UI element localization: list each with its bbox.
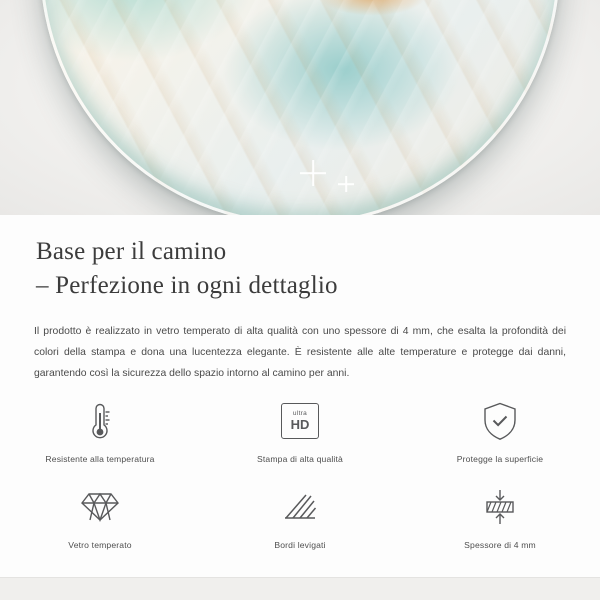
headline-line-1: Base per il camino — [36, 238, 227, 265]
feature-label: Vetro temperato — [68, 540, 132, 550]
feature-item-print-quality — [200, 390, 400, 464]
feature-item-polished-edges — [200, 476, 400, 550]
feature-item-temperature — [0, 390, 200, 464]
body-paragraph: Il prodotto è realizzato in vetro temperato di alta qualità con uno spessore di 4 mm, che esalta la profondità dei colori della stampa e dona una lucentezza elegante. È resistente alle alte temperature e protegge dai danni, garantendo così la sicurezza dello spazio intorno al camino per anni. — [34, 326, 566, 379]
bottom-bar — [0, 577, 600, 600]
text-content — [0, 215, 600, 384]
ultra-hd-top-text: ultra — [292, 409, 308, 417]
diamond-icon — [80, 484, 120, 530]
feature-grid — [0, 390, 600, 550]
headline-line-2: – Perfezione in ogni dettaglio — [36, 272, 338, 299]
ultra-hd-bottom-text: HD — [290, 417, 310, 433]
feature-item-surface-protection — [400, 390, 600, 464]
feature-label: Stampa di alta qualità — [257, 454, 343, 464]
thickness-arrows-icon — [480, 484, 520, 530]
feature-label: Spessore di 4 mm — [464, 540, 536, 550]
feature-label: Protegge la superficie — [456, 454, 544, 464]
feature-label: Bordi levigati — [274, 540, 326, 550]
feature-item-tempered-glass — [0, 476, 200, 550]
feature-label: Resistente alla temperatura — [45, 454, 155, 464]
feature-item-thickness — [400, 476, 600, 550]
glass-board-image — [40, 0, 560, 215]
ultra-hd-badge-icon — [281, 398, 319, 444]
hero-product-image — [0, 0, 600, 215]
shield-check-icon — [481, 398, 519, 444]
thermometer-icon — [87, 398, 113, 444]
page-title — [0, 215, 600, 303]
polished-edges-icon — [280, 484, 320, 530]
